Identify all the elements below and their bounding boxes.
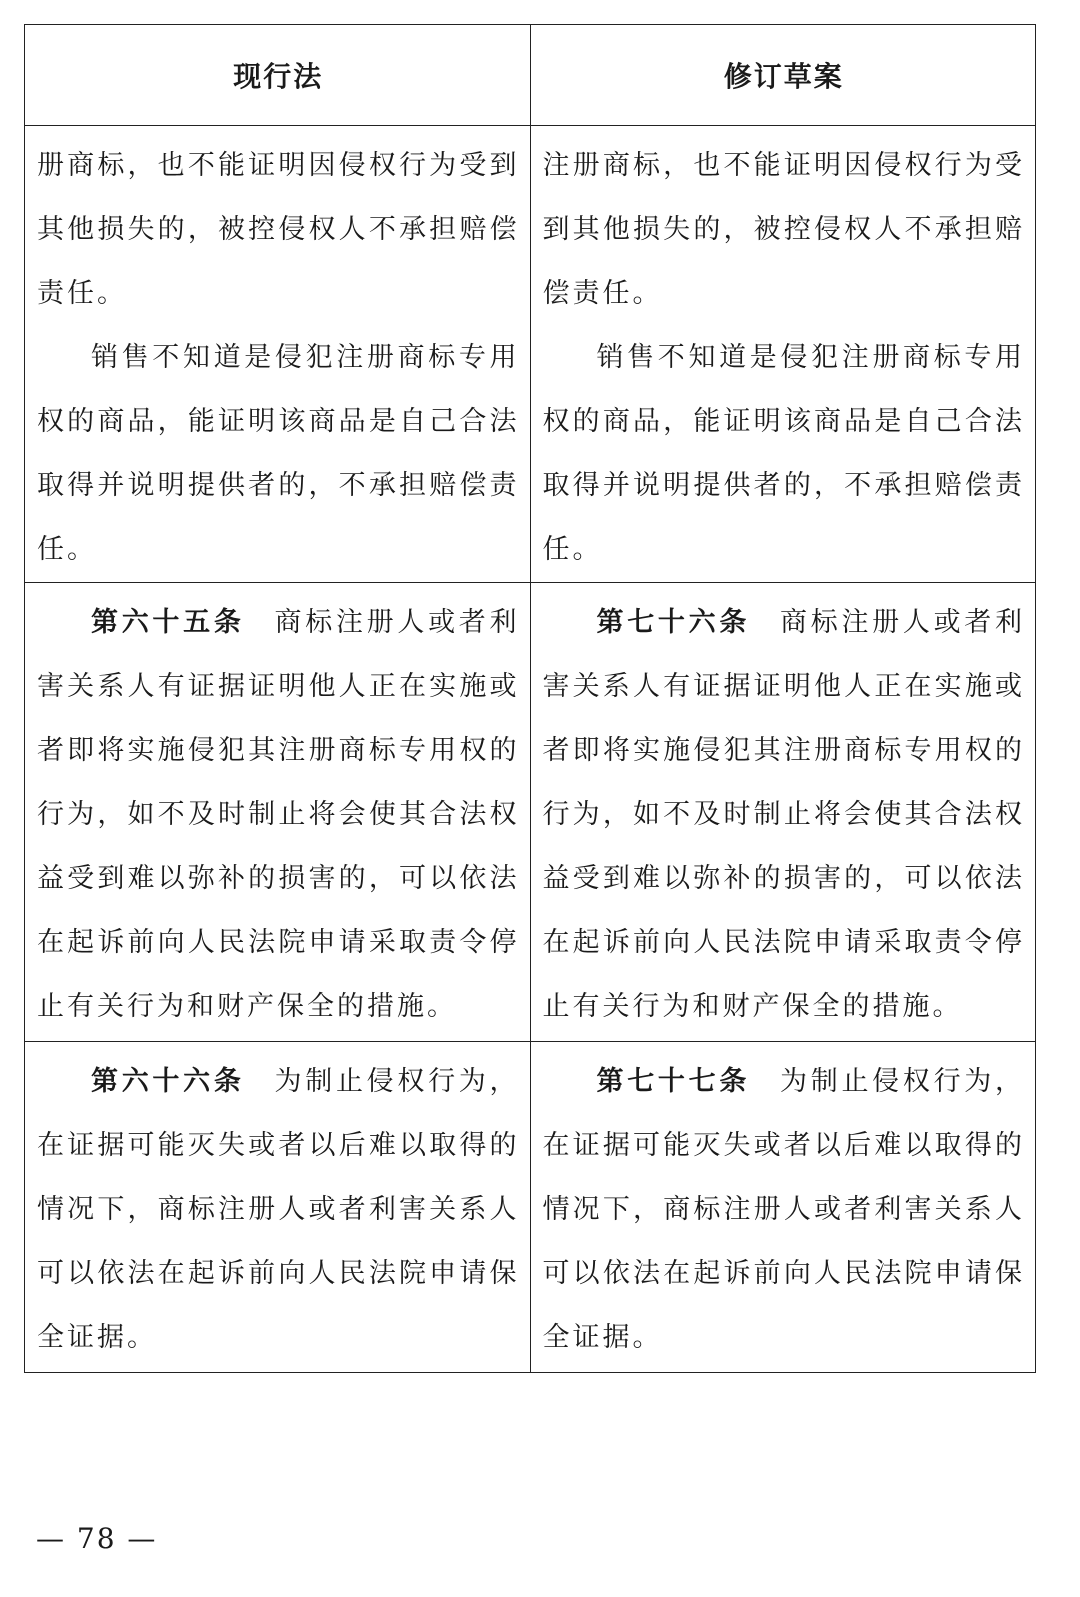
paragraph — [543, 1050, 1026, 1370]
paragraph — [543, 326, 1026, 582]
header-current-law: 现行法 — [25, 25, 531, 126]
article-number: 第七十七条 — [596, 1066, 751, 1097]
paragraph-text: 册商标，也不能证明因侵权行为受到其他损失的，被控侵权人不承担赔偿责任。 — [37, 150, 520, 309]
paragraph — [543, 134, 1026, 326]
paragraph-text: 商标注册人或者利害关系人有证据证明他人正在实施或者即将实施侵犯其注册商标专用权的行为，如不及时制止将会使其合法权益受到难以弥补的损害的，可以依法在起诉前向人民法院申请采取责令停止有关行为和财产保全的措施。 — [37, 607, 520, 1022]
paragraph-text: 销售不知道是侵犯注册商标专用权的商品，能证明该商品是自己合法取得并说明提供者的，不承担赔偿责任。 — [37, 342, 520, 565]
page-number: — 78 — — [36, 1522, 158, 1555]
current-law-cell — [25, 126, 531, 583]
paragraph-text: 为制止侵权行为，在证据可能灭失或者以后难以取得的情况下，商标注册人或者利害关系人可以依法在起诉前向人民法院申请保全证据。 — [37, 1066, 520, 1353]
header-row — [25, 25, 1036, 126]
paragraph — [37, 134, 520, 326]
header-revised-draft: 修订草案 — [530, 25, 1036, 126]
table-row — [25, 1042, 1036, 1373]
article-number: 第七十六条 — [596, 607, 751, 638]
current-law-cell — [25, 583, 531, 1042]
paragraph-text: 注册商标，也不能证明因侵权行为受到其他损失的，被控侵权人不承担赔偿责任。 — [542, 150, 1025, 309]
article-number: 第六十六条 — [91, 1066, 245, 1097]
paragraph-text: 为制止侵权行为，在证据可能灭失或者以后难以取得的情况下，商标注册人或者利害关系人可以依法在起诉前向人民法院申请保全证据。 — [542, 1066, 1026, 1353]
paragraph-text: 销售不知道是侵犯注册商标专用权的商品，能证明该商品是自己合法取得并说明提供者的，不承担赔偿责任。 — [542, 342, 1025, 565]
revised-draft-cell — [530, 583, 1036, 1042]
paragraph — [37, 326, 520, 582]
table-row — [25, 126, 1036, 583]
table-row — [25, 583, 1036, 1042]
paragraph-text: 商标注册人或者利害关系人有证据证明他人正在实施或者即将实施侵犯其注册商标专用权的行为，如不及时制止将会使其合法权益受到难以弥补的损害的，可以依法在起诉前向人民法院申请采取责令停止有关行为和财产保全的措施。 — [542, 607, 1026, 1022]
article-number: 第六十五条 — [91, 607, 245, 638]
paragraph — [37, 1050, 520, 1370]
paragraph — [37, 591, 520, 1039]
paragraph — [543, 591, 1026, 1039]
comparison-table — [24, 24, 1036, 1373]
revised-draft-cell — [530, 1042, 1036, 1373]
current-law-cell — [25, 1042, 531, 1373]
revised-draft-cell — [530, 126, 1036, 583]
